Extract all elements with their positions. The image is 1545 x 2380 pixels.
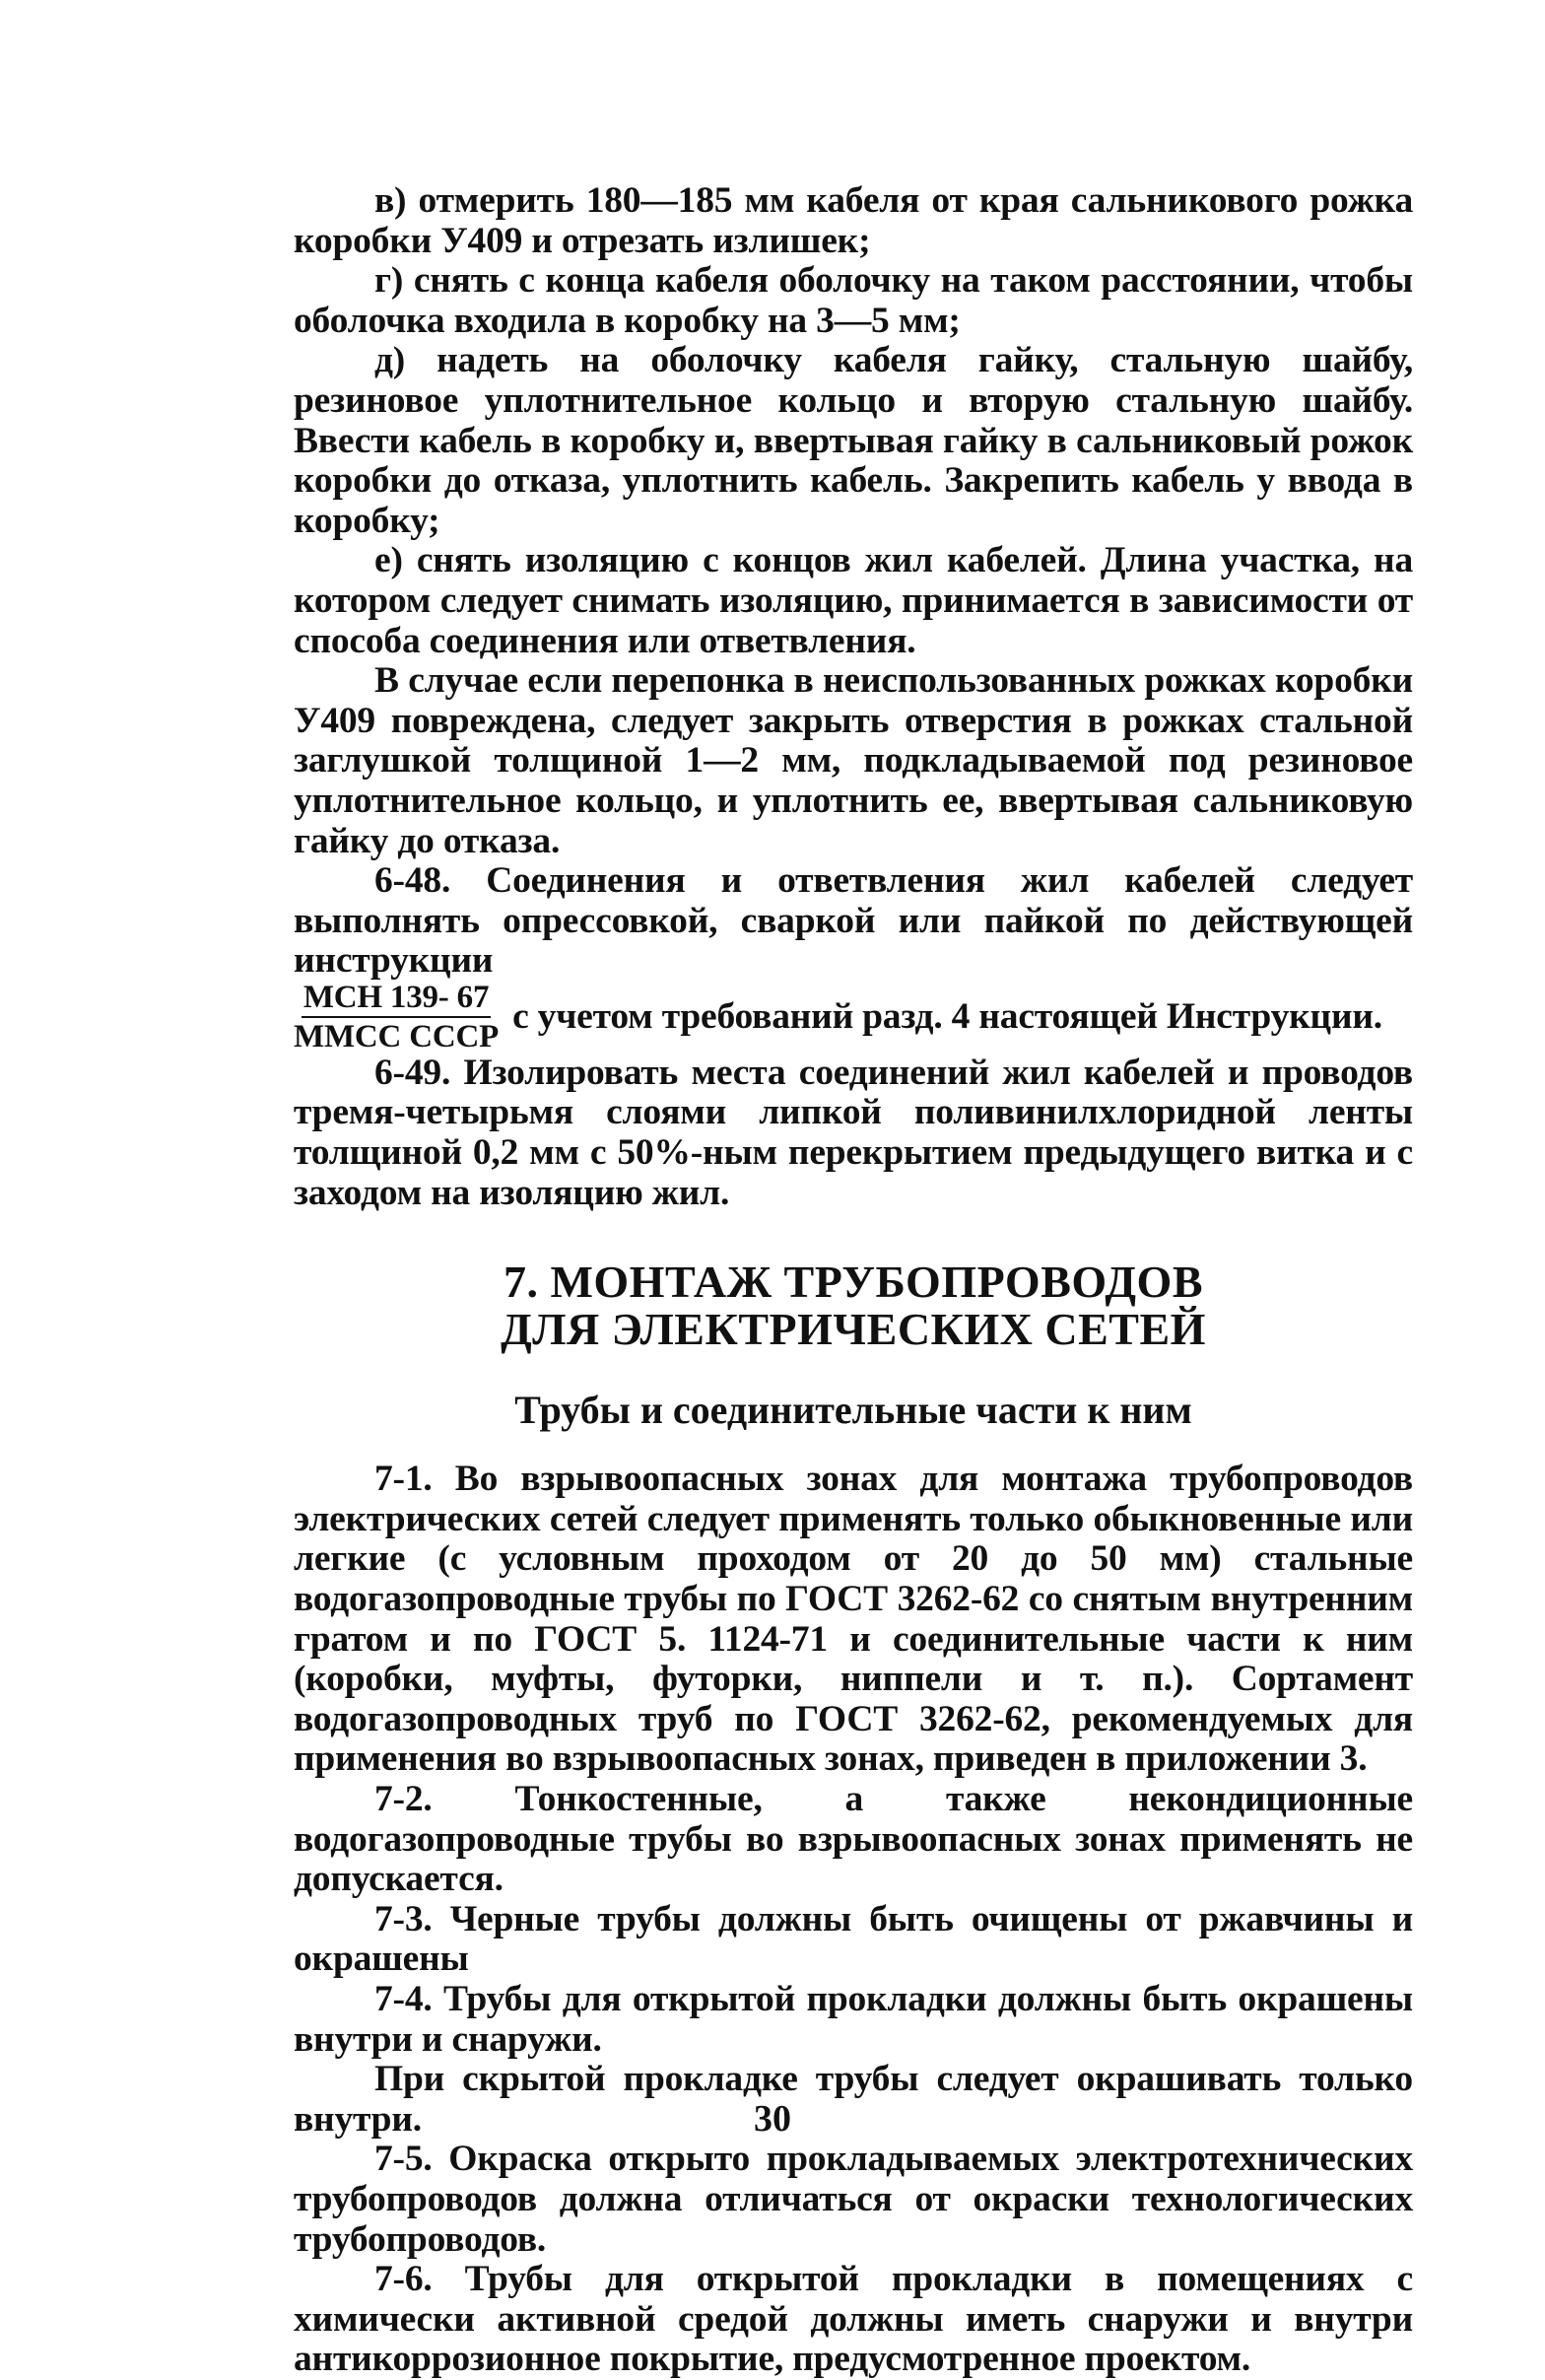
- fraction-numerator: МСН 139- 67: [302, 982, 491, 1018]
- clause-number: 7-1.: [374, 1459, 433, 1500]
- clause-7-5: [294, 2140, 1413, 2260]
- clause-text: Тонкостенные, а также некондиционные водогазопроводные трубы во взрывоопасных зонах применять не допускается.: [294, 1779, 1413, 1900]
- clause-text: При скрытой прокладке трубы следует окрашивать только внутри.: [294, 2059, 1413, 2140]
- clause-number: 7-5.: [374, 2139, 433, 2180]
- clause-text: Окраска открыто прокладываемых электротехнических трубопроводов должна отличаться от окраски технологических трубопроводов.: [294, 2139, 1413, 2260]
- paragraph-6-49: [294, 1054, 1413, 1213]
- reference-fraction: [294, 979, 500, 1054]
- page-number: 30: [754, 2098, 791, 2140]
- clause-7-2: [294, 1780, 1413, 1900]
- clause-text: Черные трубы должны быть очищены от ржавчины и окрашены: [294, 1898, 1413, 1980]
- clause-number: 7-4.: [374, 1978, 433, 2019]
- paragraph-e: е) снять изоляцию с концов жил кабелей. Длина участка, на котором следует снимать изоляцию, принимается в зависимости от способа соединения или ответвления.: [294, 540, 1413, 661]
- paragraph-6-48-reference: [294, 979, 1413, 1054]
- paragraph-g: г) снять с конца кабеля оболочку на таком расстоянии, чтобы оболочка входила в коробку на 3—5 мм;: [294, 260, 1413, 341]
- clause-7-4: [294, 1980, 1413, 2060]
- paragraph-v: в) отмерить 180—185 мм кабеля от края сальникового рожка коробки У409 и отрезать излишек;: [294, 180, 1413, 261]
- clause-text: Во взрывоопасных зонах для монтажа трубопроводов электрических сетей следует применять только обыкновенные или легкие (с условным проходом от 20 до 50 мм) стальные водогазопроводные трубы по ГОСТ 3262-62 со снятым внутренним гратом и по ГОСТ 5. 1124-71 и соединительные части к ним (коробки, муфты, футорки, ниппели и т. п.). Сортамент водогазопроводных труб по ГОСТ 3262-62, рекомендуемых для применения во взрывоопасных зонах, приведен в приложении 3.: [294, 1459, 1413, 1780]
- subsection-title: Трубы и соединительные части к ним: [514, 1388, 1192, 1433]
- section-title-line-1: 7. МОНТАЖ ТРУБОПРОВОДОВ: [503, 1257, 1203, 1308]
- clause-7-3: [294, 1900, 1413, 1980]
- section-title-line-2: ДЛЯ ЭЛЕКТРИЧЕСКИХ СЕТЕЙ: [501, 1304, 1206, 1355]
- paragraph-6-48: [294, 861, 1413, 982]
- clause-text: Трубы для открытой прокладки в помещениях с химически активной средой должны иметь снаружи и внутри антикоррозионное покрытие, предусмотренное проектом.: [294, 2259, 1413, 2380]
- clause-number: 6-48.: [374, 860, 451, 902]
- clause-7-6: [294, 2260, 1413, 2380]
- clause-number: 7-3.: [374, 1898, 433, 1939]
- paragraph-d: д) надеть на оболочку кабеля гайку, стальную шайбу, резиновое уплотнительное кольцо и вторую стальную шайбу. Ввести кабель в коробку и, ввертывая гайку в сальниковый рожок коробки до отказа, уплотнить кабель. Закрепить кабель у ввода в коробку;: [294, 340, 1413, 541]
- clause-number: 7-6.: [374, 2259, 433, 2300]
- clause-tail: с учетом требований разд. 4 настоящей Инструкции.: [512, 996, 1382, 1038]
- clause-number: 6-49.: [374, 1052, 451, 1093]
- clause-text: Соединения и ответвления жил кабелей следует выполнять опрессовкой, сваркой или пайкой по действующей инструкции: [294, 860, 1413, 982]
- clause-7-1: [294, 1460, 1413, 1780]
- clause-text: Изолировать места соединений жил кабелей и проводов тремя-четырьмя слоями липкой поливинилхлоридной ленты толщиной 0,2 мм с 50%-ным перекрытием предыдущего витка и с заходом на изоляцию жил.: [294, 1052, 1413, 1213]
- clause-number: 7-2.: [374, 1779, 433, 1819]
- fraction-denominator: ММСС СССР: [294, 1018, 500, 1054]
- clause-text: Трубы для открытой прокладки должны быть окрашены внутри и снаружи.: [294, 1978, 1413, 2060]
- paragraph-case: В случае если перепонка в неиспользованных рожках коробки У409 повреждена, следует закрыть отверстия в рожках стальной заглушкой толщиной 1—2 мм, подкладываемой под резиновое уплотнительное кольцо, и уплотнить ее, ввертывая сальниковую гайку до отказа.: [294, 660, 1413, 861]
- section-title: [294, 1258, 1413, 1353]
